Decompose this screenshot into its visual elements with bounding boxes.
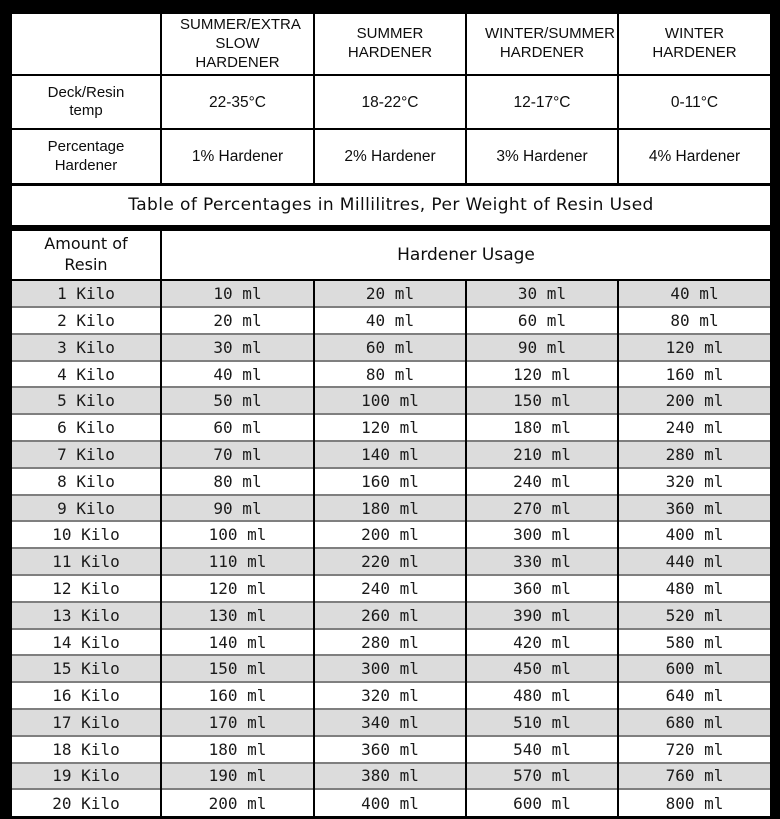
ml-cell: 90 ml	[161, 495, 314, 522]
ml-cell: 240 ml	[466, 468, 618, 495]
ml-cell: 520 ml	[618, 602, 771, 629]
table-row	[11, 495, 771, 522]
table-row	[11, 361, 771, 388]
ml-cell: 270 ml	[466, 495, 618, 522]
ml-cell: 580 ml	[618, 629, 771, 656]
kilo-cell: 9 Kilo	[11, 495, 161, 522]
kilo-cell: 6 Kilo	[11, 414, 161, 441]
table-row	[11, 736, 771, 763]
column-header-summer-extra-slow: SUMMER/EXTRA SLOW HARDENER	[161, 13, 314, 75]
hardener-type-header-row	[11, 13, 771, 75]
ml-cell: 240 ml	[314, 575, 466, 602]
usage-section	[11, 280, 771, 816]
ml-cell: 150 ml	[161, 655, 314, 682]
ml-cell: 280 ml	[618, 441, 771, 468]
table-row	[11, 387, 771, 414]
ml-cell: 600 ml	[618, 655, 771, 682]
table-row	[11, 521, 771, 548]
percentage-cell: 4% Hardener	[618, 129, 771, 184]
amount-of-resin-label: Amount of Resin	[11, 228, 161, 280]
kilo-cell: 20 Kilo	[11, 789, 161, 816]
ml-cell: 100 ml	[161, 521, 314, 548]
kilo-cell: 12 Kilo	[11, 575, 161, 602]
kilo-cell: 15 Kilo	[11, 655, 161, 682]
ml-cell: 360 ml	[618, 495, 771, 522]
ml-cell: 30 ml	[466, 280, 618, 307]
ml-cell: 140 ml	[314, 441, 466, 468]
ml-cell: 40 ml	[161, 361, 314, 388]
kilo-cell: 3 Kilo	[11, 334, 161, 361]
ml-cell: 150 ml	[466, 387, 618, 414]
ml-cell: 190 ml	[161, 763, 314, 790]
ml-cell: 50 ml	[161, 387, 314, 414]
ml-cell: 120 ml	[618, 334, 771, 361]
percentage-cell: 2% Hardener	[314, 129, 466, 184]
kilo-cell: 19 Kilo	[11, 763, 161, 790]
ml-cell: 320 ml	[618, 468, 771, 495]
ml-cell: 20 ml	[161, 307, 314, 334]
ml-cell: 570 ml	[466, 763, 618, 790]
ml-cell: 170 ml	[161, 709, 314, 736]
ml-cell: 600 ml	[466, 789, 618, 816]
ml-cell: 400 ml	[618, 521, 771, 548]
ml-cell: 10 ml	[161, 280, 314, 307]
ml-cell: 440 ml	[618, 548, 771, 575]
ml-cell: 220 ml	[314, 548, 466, 575]
ml-cell: 200 ml	[618, 387, 771, 414]
usage-header-row	[11, 228, 771, 280]
ml-cell: 70 ml	[161, 441, 314, 468]
corner-cell	[11, 13, 161, 75]
ml-cell: 340 ml	[314, 709, 466, 736]
hardener-mixing-table	[10, 12, 772, 816]
ml-cell: 120 ml	[161, 575, 314, 602]
table-row	[11, 548, 771, 575]
ml-cell: 640 ml	[618, 682, 771, 709]
table-row	[11, 789, 771, 816]
column-header-winter-summer: WINTER/SUMMER HARDENER	[466, 13, 618, 75]
kilo-cell: 17 Kilo	[11, 709, 161, 736]
ml-cell: 140 ml	[161, 629, 314, 656]
table-row	[11, 334, 771, 361]
ml-cell: 160 ml	[161, 682, 314, 709]
table-title: Table of Percentages in Millilitres, Per Weight of Resin Used	[11, 184, 771, 228]
percentage-cell: 1% Hardener	[161, 129, 314, 184]
temp-range-cell: 18-22°C	[314, 75, 466, 129]
table-row	[11, 629, 771, 656]
table-row	[11, 441, 771, 468]
ml-cell: 80 ml	[618, 307, 771, 334]
temp-range-cell: 0-11°C	[618, 75, 771, 129]
table-row	[11, 575, 771, 602]
spec-section	[11, 13, 771, 280]
ml-cell: 720 ml	[618, 736, 771, 763]
table-row	[11, 468, 771, 495]
ml-cell: 300 ml	[314, 655, 466, 682]
ml-cell: 380 ml	[314, 763, 466, 790]
kilo-cell: 1 Kilo	[11, 280, 161, 307]
ml-cell: 450 ml	[466, 655, 618, 682]
percentage-cell: 3% Hardener	[466, 129, 618, 184]
kilo-cell: 5 Kilo	[11, 387, 161, 414]
ml-cell: 180 ml	[314, 495, 466, 522]
temp-range-cell: 12-17°C	[466, 75, 618, 129]
ml-cell: 130 ml	[161, 602, 314, 629]
ml-cell: 510 ml	[466, 709, 618, 736]
ml-cell: 240 ml	[618, 414, 771, 441]
table-row	[11, 682, 771, 709]
ml-cell: 30 ml	[161, 334, 314, 361]
ml-cell: 360 ml	[314, 736, 466, 763]
ml-cell: 80 ml	[161, 468, 314, 495]
ml-cell: 800 ml	[618, 789, 771, 816]
column-header-winter: WINTER HARDENER	[618, 13, 771, 75]
kilo-cell: 13 Kilo	[11, 602, 161, 629]
ml-cell: 120 ml	[466, 361, 618, 388]
ml-cell: 180 ml	[466, 414, 618, 441]
kilo-cell: 14 Kilo	[11, 629, 161, 656]
ml-cell: 360 ml	[466, 575, 618, 602]
table-row	[11, 602, 771, 629]
table-row	[11, 414, 771, 441]
ml-cell: 60 ml	[314, 334, 466, 361]
ml-cell: 300 ml	[466, 521, 618, 548]
ml-cell: 330 ml	[466, 548, 618, 575]
kilo-cell: 18 Kilo	[11, 736, 161, 763]
deck-resin-temp-label: Deck/Resin temp	[11, 75, 161, 129]
ml-cell: 420 ml	[466, 629, 618, 656]
ml-cell: 90 ml	[466, 334, 618, 361]
column-header-summer: SUMMER HARDENER	[314, 13, 466, 75]
ml-cell: 100 ml	[314, 387, 466, 414]
ml-cell: 200 ml	[314, 521, 466, 548]
ml-cell: 480 ml	[618, 575, 771, 602]
ml-cell: 160 ml	[314, 468, 466, 495]
ml-cell: 760 ml	[618, 763, 771, 790]
ml-cell: 280 ml	[314, 629, 466, 656]
ml-cell: 60 ml	[466, 307, 618, 334]
ml-cell: 400 ml	[314, 789, 466, 816]
ml-cell: 390 ml	[466, 602, 618, 629]
ml-cell: 260 ml	[314, 602, 466, 629]
ml-cell: 540 ml	[466, 736, 618, 763]
ml-cell: 40 ml	[314, 307, 466, 334]
table-row	[11, 307, 771, 334]
table-row	[11, 655, 771, 682]
kilo-cell: 16 Kilo	[11, 682, 161, 709]
percentage-hardener-label: Percentage Hardener	[11, 129, 161, 184]
kilo-cell: 4 Kilo	[11, 361, 161, 388]
kilo-cell: 8 Kilo	[11, 468, 161, 495]
deck-resin-temp-row	[11, 75, 771, 129]
ml-cell: 110 ml	[161, 548, 314, 575]
ml-cell: 200 ml	[161, 789, 314, 816]
ml-cell: 160 ml	[618, 361, 771, 388]
black-frame	[10, 12, 772, 816]
kilo-cell: 2 Kilo	[11, 307, 161, 334]
ml-cell: 320 ml	[314, 682, 466, 709]
temp-range-cell: 22-35°C	[161, 75, 314, 129]
ml-cell: 80 ml	[314, 361, 466, 388]
table-row	[11, 709, 771, 736]
table-row	[11, 280, 771, 307]
banner-row	[11, 184, 771, 228]
ml-cell: 480 ml	[466, 682, 618, 709]
ml-cell: 40 ml	[618, 280, 771, 307]
percentage-hardener-row	[11, 129, 771, 184]
hardener-usage-label: Hardener Usage	[161, 228, 771, 280]
ml-cell: 120 ml	[314, 414, 466, 441]
table-row	[11, 763, 771, 790]
ml-cell: 680 ml	[618, 709, 771, 736]
ml-cell: 210 ml	[466, 441, 618, 468]
ml-cell: 20 ml	[314, 280, 466, 307]
kilo-cell: 7 Kilo	[11, 441, 161, 468]
kilo-cell: 10 Kilo	[11, 521, 161, 548]
kilo-cell: 11 Kilo	[11, 548, 161, 575]
ml-cell: 60 ml	[161, 414, 314, 441]
ml-cell: 180 ml	[161, 736, 314, 763]
